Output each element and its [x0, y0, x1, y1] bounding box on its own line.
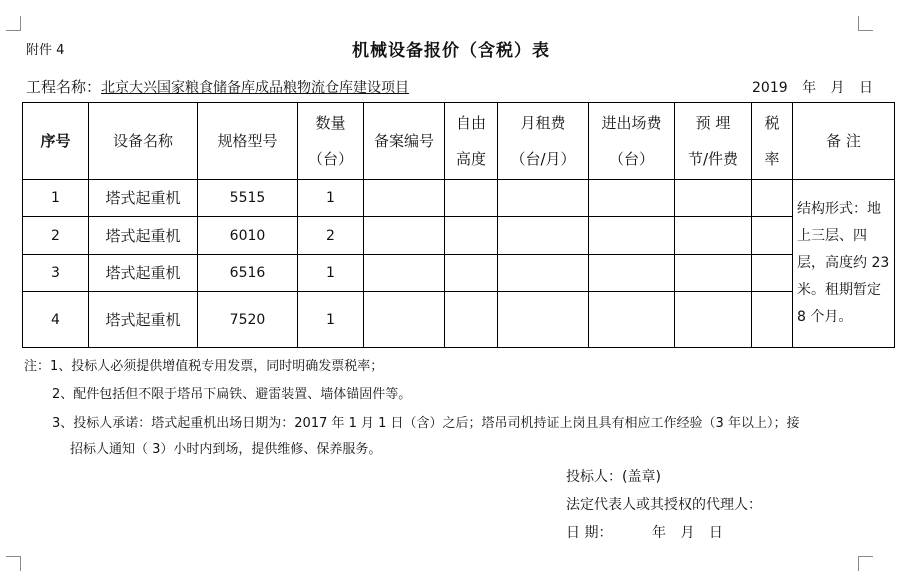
row-embed — [675, 180, 752, 217]
row-qty: 1 — [298, 292, 364, 348]
attachment-label: 附件 4 — [26, 43, 65, 58]
row-embed — [675, 217, 752, 255]
row-height — [445, 255, 498, 292]
header-tax-line1: 税 — [764, 114, 780, 132]
project-name: 北京大兴国家粮食储备库成品粮物流仓库建设项目 — [101, 80, 410, 96]
row-record — [364, 180, 445, 217]
header-qty-line1: 数量 — [315, 114, 346, 132]
row-seq: 3 — [23, 255, 89, 292]
header-qty — [298, 103, 364, 180]
header-tax — [752, 103, 793, 180]
header-height — [445, 103, 498, 180]
note-1: 注：1、投标人必须提供增值税专用发票，同时明确发票税率； — [24, 359, 384, 374]
project-label: 工程名称： — [26, 78, 102, 96]
row-seq: 2 — [23, 217, 89, 255]
bidder-stamp-label: 投标人：(盖章) — [566, 469, 661, 485]
note-3-line2: 招标人通知（ 3）小时内到场，提供维修、保养服务。 — [70, 442, 382, 457]
signature-date-label: 日 期： — [566, 525, 613, 541]
document-title: 机械设备报价（含税）表 — [352, 41, 550, 61]
remark-cell — [793, 180, 895, 348]
row-name: 塔式起重机 — [89, 180, 198, 217]
crop-mark-bottom-right — [858, 556, 873, 571]
row-qty: 1 — [298, 180, 364, 217]
header-qty-line2: （台） — [307, 150, 353, 168]
header-record: 备案编号 — [364, 103, 445, 180]
row-rent — [498, 217, 589, 255]
note-3-line1: 3、投标人承诺：塔式起重机出场日期为：2017 年 1 月 1 日（含）之后；塔吊司机持证上岗且具有相应工作经验（3 年以上）；接 — [52, 416, 800, 431]
crop-mark-top-right — [858, 16, 873, 31]
note-2: 2、配件包括但不限于塔吊下扁铁、避雷装置、墙体锚固件等。 — [52, 387, 412, 402]
header-height-line1: 自由 — [455, 114, 486, 132]
row-seq: 4 — [23, 292, 89, 348]
row-qty: 2 — [298, 217, 364, 255]
row-tax — [752, 180, 793, 217]
row-tax — [752, 292, 793, 348]
representative-label: 法定代表人或其授权的代理人： — [566, 497, 762, 513]
header-date: 2019 年 月 日 — [752, 80, 873, 96]
row-record — [364, 292, 445, 348]
table-row — [23, 292, 895, 348]
row-qty: 1 — [298, 255, 364, 292]
header-rent-line1: 月租费 — [520, 114, 566, 132]
header-embed-line1: 预 埋 — [695, 114, 731, 132]
row-height — [445, 180, 498, 217]
signature-date-value: 年 月 日 — [652, 525, 723, 541]
row-seq: 1 — [23, 180, 89, 217]
header-remark: 备 注 — [793, 103, 895, 180]
row-rent — [498, 292, 589, 348]
row-model: 7520 — [198, 292, 298, 348]
row-record — [364, 255, 445, 292]
header-name: 设备名称 — [89, 103, 198, 180]
table-row — [23, 180, 895, 217]
row-move — [589, 180, 675, 217]
header-move-line2: （台） — [608, 150, 654, 168]
header-move — [589, 103, 675, 180]
project-line — [26, 76, 409, 97]
row-embed — [675, 255, 752, 292]
row-move — [589, 292, 675, 348]
header-rent — [498, 103, 589, 180]
row-move — [589, 217, 675, 255]
row-name: 塔式起重机 — [89, 255, 198, 292]
table-row — [23, 255, 895, 292]
row-name: 塔式起重机 — [89, 217, 198, 255]
header-seq: 序号 — [23, 103, 89, 180]
row-model: 6010 — [198, 217, 298, 255]
table-header-row — [23, 103, 895, 180]
header-rent-line2: （台/月） — [510, 150, 576, 168]
quote-table — [22, 102, 895, 348]
header-embed-line2: 节/件费 — [687, 150, 739, 168]
crop-mark-top-left — [6, 16, 21, 31]
row-model: 5515 — [198, 180, 298, 217]
row-tax — [752, 255, 793, 292]
header-embed — [675, 103, 752, 180]
row-name: 塔式起重机 — [89, 292, 198, 348]
row-model: 6516 — [198, 255, 298, 292]
row-tax — [752, 217, 793, 255]
row-rent — [498, 255, 589, 292]
header-model: 规格型号 — [198, 103, 298, 180]
row-height — [445, 217, 498, 255]
header-move-line1: 进出场费 — [601, 114, 662, 132]
row-move — [589, 255, 675, 292]
header-height-line2: 高度 — [455, 150, 486, 168]
row-rent — [498, 180, 589, 217]
header-tax-line2: 率 — [764, 150, 780, 168]
row-record — [364, 217, 445, 255]
crop-mark-bottom-left — [6, 556, 21, 571]
row-embed — [675, 292, 752, 348]
row-height — [445, 292, 498, 348]
table-row — [23, 217, 895, 255]
remark-text: 结构形式：地上三层、四层，高度约 23 米。租期暂定 8 个月。 — [797, 201, 890, 325]
